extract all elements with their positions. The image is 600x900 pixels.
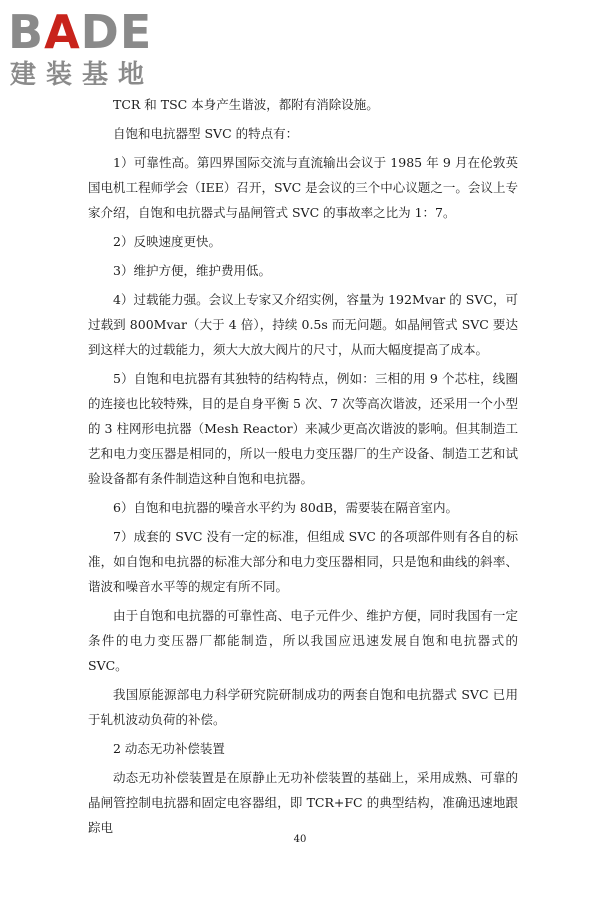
paragraph-dynamic-compensation: 动态无功补偿装置是在原静止无功补偿装置的基础上，采用成熟、可靠的晶闸管控制电抗器和固定电容器组，即 TCR+FC 的典型结构，准确迅速地跟踪电	[88, 770, 518, 835]
logo-chinese-text: 建装基地	[10, 60, 155, 90]
paragraph-features-intro: 自饱和电抗器型 SVC 的特点有：	[113, 126, 299, 141]
page-number: 40	[293, 834, 307, 845]
logo-latin-part1: B	[8, 5, 45, 59]
paragraph-feature-4: 4）过载能力强。会议上专家又介绍实例，容量为 192Mvar 的 SVC，可过载到 800Mvar（大于 4 倍），持续 0.5s 而无问题。如晶闸管式 SVC 要达到这样大的过载能力，须大大放大阀片的尺寸，从而大幅度提高了成本。	[88, 292, 518, 357]
paragraph-tcr-tsc: TCR 和 TSC 本身产生谐波，都附有消除设施。	[113, 97, 379, 112]
logo-latin-text	[8, 6, 152, 58]
paragraph-feature-6: 6）自饱和电抗器的噪音水平约为 80dB，需要装在隔音室内。	[113, 500, 459, 515]
paragraph-feature-7: 7）成套的 SVC 没有一定的标准，但组成 SVC 的各项部件则有各自的标准，如自饱和电抗器的标准大部分和电力变压器相同，只是饱和曲线的斜率、谐波和噪音水平等的规定有所不同。	[88, 529, 518, 594]
logo-latin-accent: A	[44, 5, 81, 59]
paragraph-feature-3: 3）维护方便，维护费用低。	[113, 263, 271, 278]
bade-logo	[8, 6, 178, 90]
paragraph-feature-1: 1）可靠性高。第四界国际交流与直流输出会议于 1985 年 9 月在伦敦英国电机工程师学会（IEE）召开，SVC 是会议的三个中心议题之一。会议上专家介绍，自饱和电抗器式与晶闸管式 SVC 的事故率之比为 1：7。	[88, 155, 518, 220]
paragraph-research-institute: 我国原能源部电力科学研究院研制成功的两套自饱和电抗器式 SVC 已用于轧机波动负荷的补偿。	[88, 687, 518, 727]
logo-latin-part2: DE	[80, 5, 153, 59]
paragraph-feature-5: 5）自饱和电抗器有其独特的结构特点，例如：三相的用 9 个芯柱，线圈的连接也比较特殊，目的是自身平衡 5 次、7 次等高次谐波，还采用一个小型的 3 柱网形电抗器（Mesh Reactor）来减少更高次谐波的影响。但其制造工艺和电力变压器是相同的，所以一般电力变压器厂的生产设备、制造工艺和试验设备都有条件制造这种自饱和电抗器。	[88, 371, 518, 486]
document-body	[88, 92, 518, 844]
section-heading-dynamic-compensation: 2 动态无功补偿装置	[113, 741, 225, 756]
paragraph-feature-2: 2）反映速度更快。	[113, 234, 221, 249]
paragraph-conclusion: 由于自饱和电抗器的可靠性高、电子元件少、维护方便，同时我国有一定条件的电力变压器厂都能制造，所以我国应迅速发展自饱和电抗器式的 SVC。	[88, 608, 518, 673]
